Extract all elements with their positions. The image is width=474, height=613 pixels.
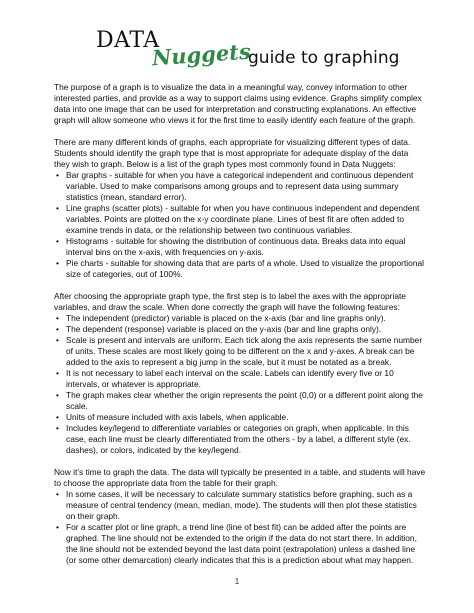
list-item: • Includes key/legend to differentiate variables or categories on graph, when applicable. In this case, each line must be clearly differentiated from the others - by a label, a different style (ex. dashes), or colors, indicated by the key/legend. <box>54 423 426 456</box>
logo-nuggets-text: Nuggets <box>151 38 252 71</box>
list-item: • Line graphs (scatter plots) - suitable for when you have continuous independent and dependent variables. Points are plotted on the x-y coordinate plane. Lines of best fit are often added to examine trends in data, or the relationship between two continuous variables. <box>54 203 426 236</box>
list-item: • Units of measure included with axis labels, when applicable. <box>54 412 426 423</box>
page-title: guide to graphing <box>248 48 400 68</box>
document-body <box>54 82 426 577</box>
list-item: • In some cases, it will be necessary to calculate summary statistics before graphing, such as a measure of central tendency (mean, median, mode). The students will then plot these statistics on their graph. <box>54 489 426 522</box>
list-item: • Pie charts - suitable for showing data that are parts of a whole. Used to visualize the proportional size of categories, out of 100%. <box>54 258 426 280</box>
logo-data-text: DATA <box>96 28 160 53</box>
list-item: • For a scatter plot or line graph, a trend line (line of best fit) can be added after the points are graphed. The line should not be extended to the origin if the data do not start there. In addition, the line should not be extended beyond the last data point (extrapolation) unless a dashed line (or some other demarcation) clearly indicates that this is a prediction about what may happen. <box>54 522 426 566</box>
header <box>96 24 436 74</box>
list-item: • Bar graphs - suitable for when you have a categorical independent and continuous dependent variable. Used to make comparisons among groups and to represent data using summary statistics (mean, standard error). <box>54 170 426 203</box>
graph-data-paragraph: Now it’s time to graph the data. The data will typically be presented in a table, and students will have to choose the appropriate data from the table for their graph. <box>54 467 426 488</box>
list-item: • The graph makes clear whether the origin represents the point (0,0) or a different point along the scale. <box>54 390 426 412</box>
list-item: • Histograms - suitable for showing the distribution of continuous data. Breaks data into equal interval bins on the x-axis, with frequencies on y-axis. <box>54 236 426 258</box>
list-item: • The dependent (response) variable is placed on the y-axis (bar and line graphs only). <box>54 324 426 335</box>
list-item: • The independent (predictor) variable is placed on the x-axis (bar and line graphs only). <box>54 313 426 324</box>
page-number: 1 <box>234 577 240 586</box>
features-paragraph: After choosing the appropriate graph type, the first step is to label the axes with the appropriate variables, and draw the scale. When done correctly the graph will have the following features: <box>54 291 406 312</box>
features-list <box>54 313 426 456</box>
graph-kinds-paragraph: There are many different kinds of graphs, each appropriate for visualizing different types of data. Students should identify the graph type that is most appropriate for adequate display of the data they wish to graph. Below is a list of the graph types most commonly found in Data Nuggets: <box>54 137 411 169</box>
list-item: • Scale is present and intervals are uniform. Each tick along the axis represents the same number of units. These scales are most likely going to be different on the x and y-axes. A break can be added to the axis to represent a big jump in the scale, but it must be notated as a break. <box>54 335 426 368</box>
graph-types-list <box>54 170 426 280</box>
list-item: • It is not necessary to label each interval on the scale. Labels can identify every five or 10 intervals, or whatever is appropriate. <box>54 368 426 390</box>
graph-steps-list <box>54 489 426 566</box>
intro-paragraph: The purpose of a graph is to visualize the data in a meaningful way, convey information to other interested parties, and provide as a way to support claims using evidence. Graphs simplify complex data into one image that can be used for interpretation and constructing explanations. An effective graph will allow someone who views it for the first time to easily identify each feature of the graph. <box>54 82 422 125</box>
